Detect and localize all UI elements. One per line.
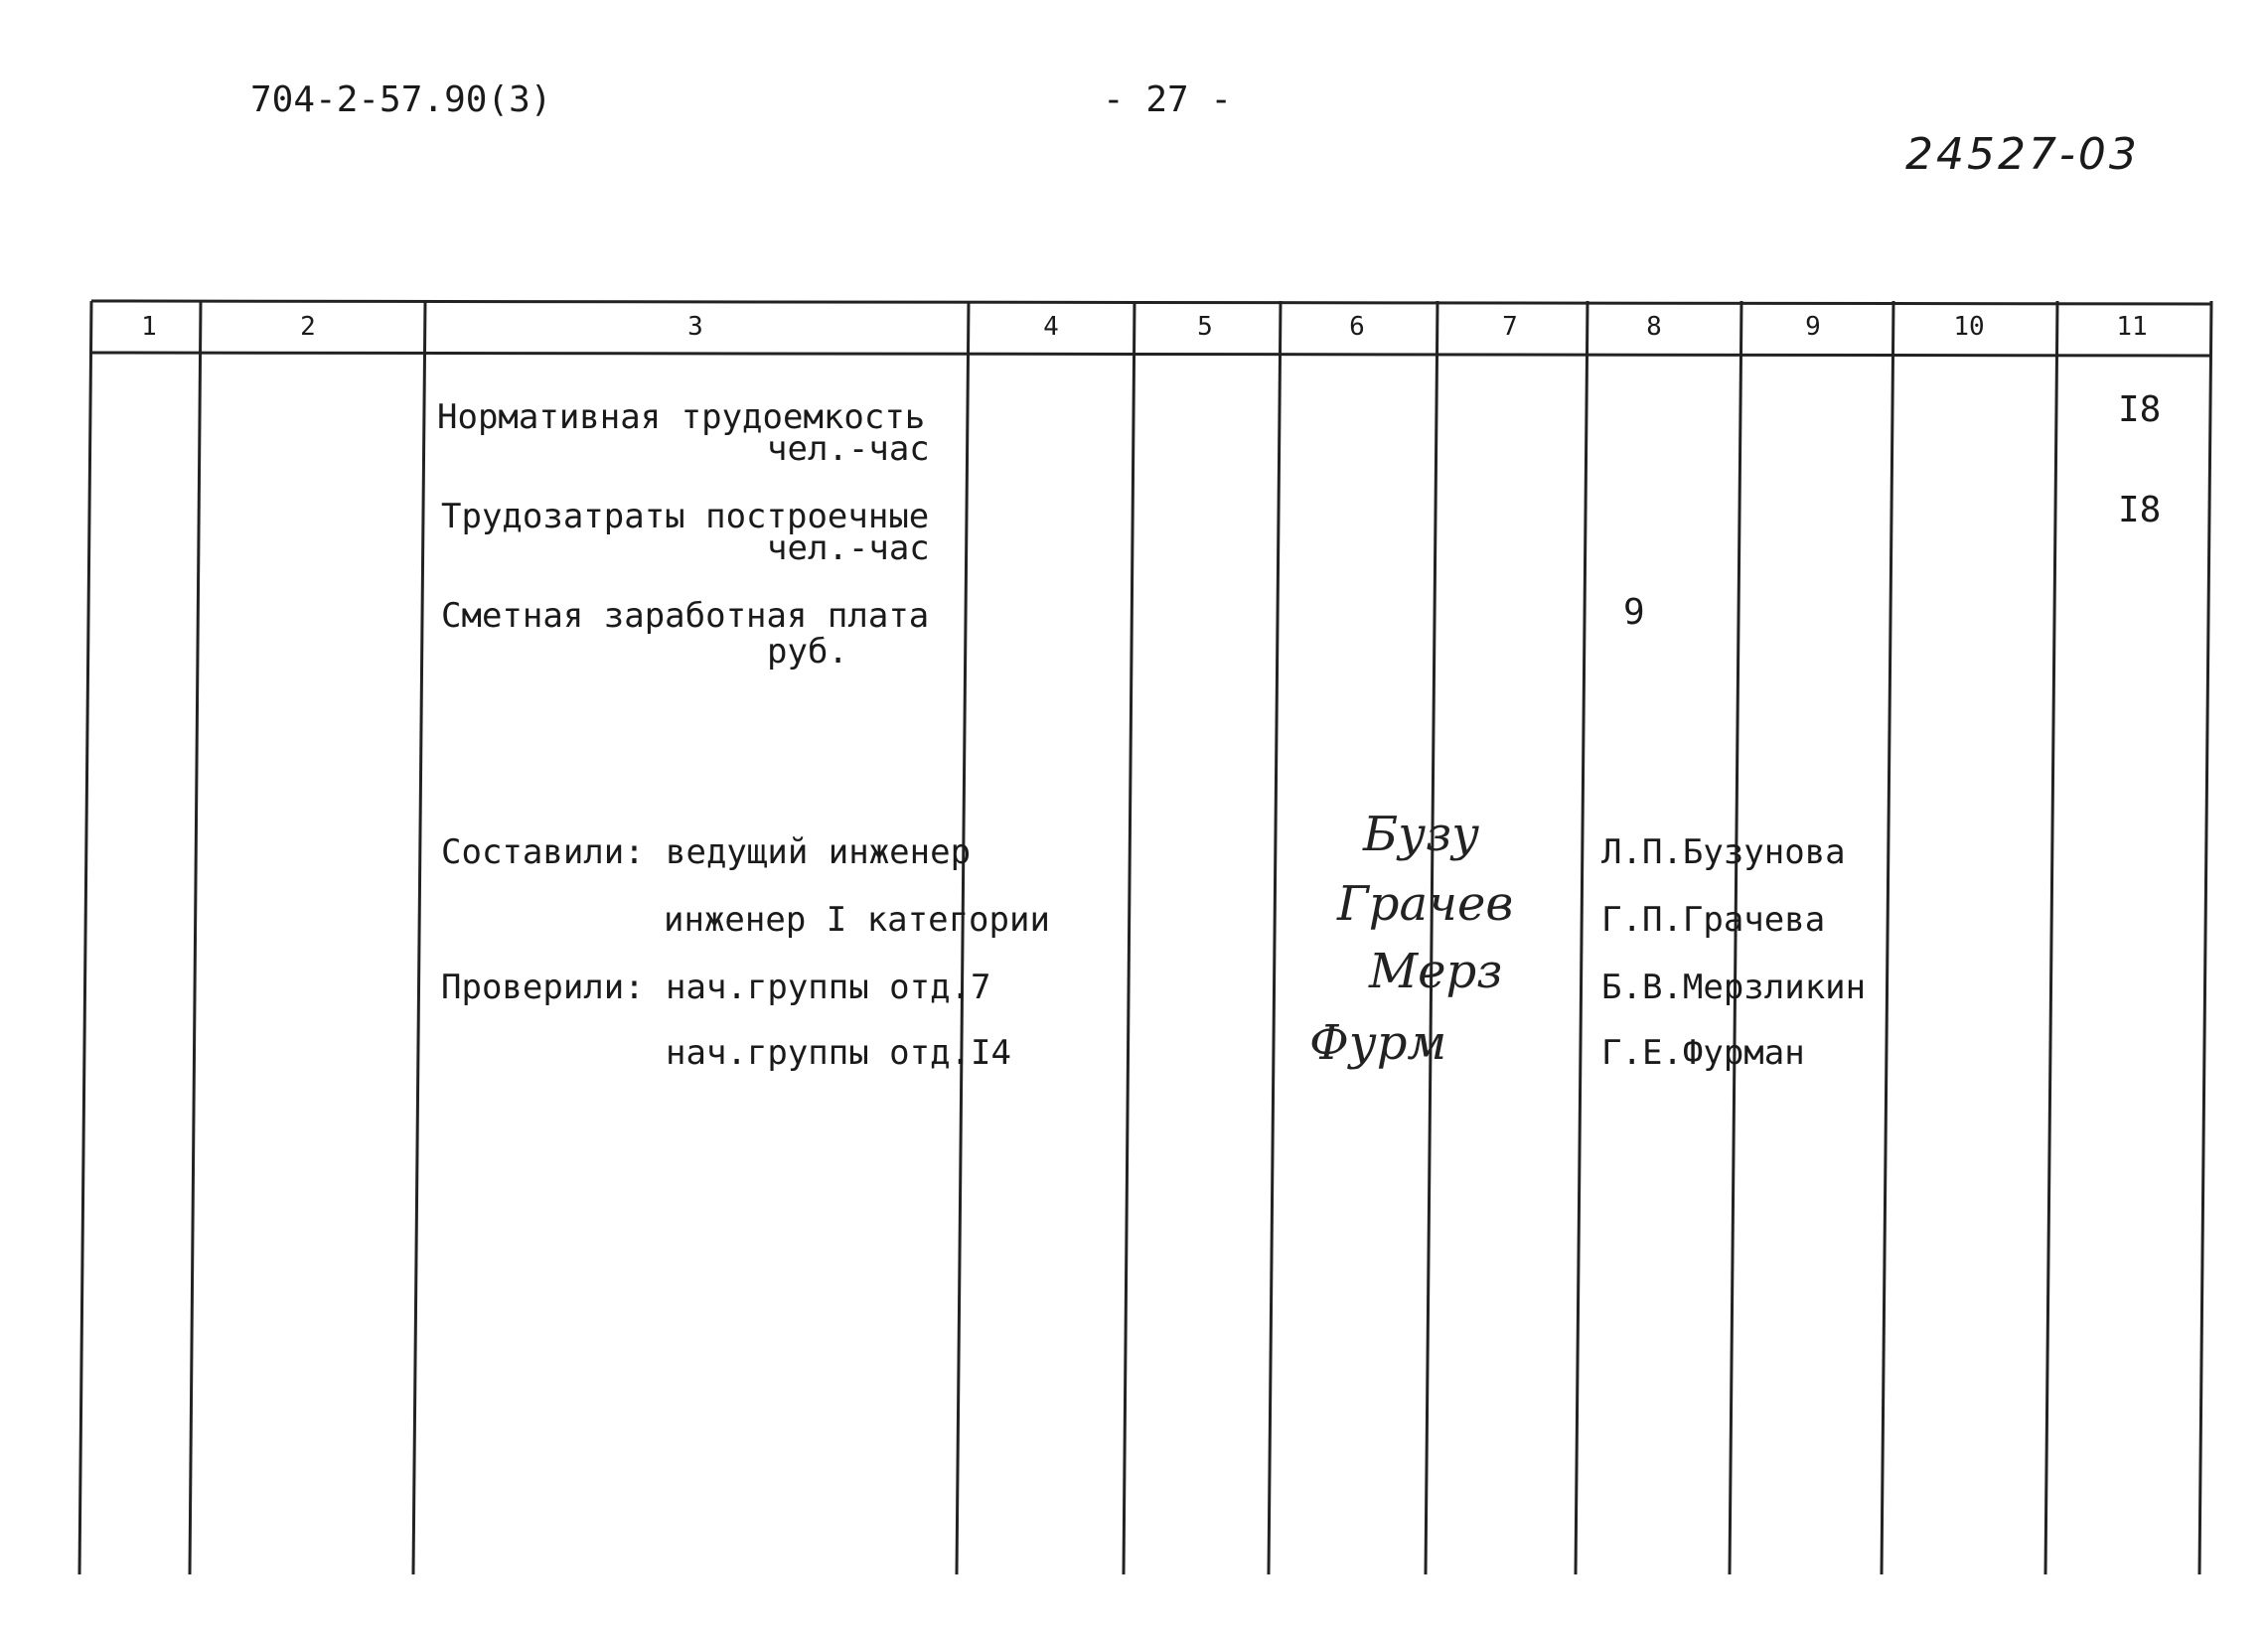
column-number-5: 5 <box>1197 312 1213 342</box>
column-number-10: 10 <box>1953 312 1985 342</box>
checked-by-label: Проверили: <box>441 968 645 1007</box>
column-number-4: 4 <box>1043 312 1059 342</box>
handwritten-signature: Грачев <box>1337 876 1514 932</box>
row-value-col8: 9 <box>1623 592 1645 633</box>
row-unit-rubles: руб. <box>767 632 848 672</box>
signer-position: нач.группы отд.I4 <box>666 1033 1011 1073</box>
row-label-normative-labor: Нормативная трудоемкость <box>437 397 926 437</box>
column-number-6: 6 <box>1349 312 1365 342</box>
document-code: 704-2-57.90(3) <box>250 79 552 120</box>
column-number-2: 2 <box>300 312 316 342</box>
signer-name: Г.Е.Фурман <box>1601 1033 1805 1073</box>
row-unit-man-hours: чел.-час <box>767 528 930 568</box>
page-number: - 27 - <box>1103 79 1233 120</box>
column-number-11: 11 <box>2116 312 2148 342</box>
handwritten-signature: Фурм <box>1309 1015 1447 1071</box>
handwritten-signature: Мерз <box>1369 944 1503 999</box>
handwritten-inventory-number: 24527-03 <box>1905 129 2140 180</box>
column-number-1: 1 <box>141 312 157 342</box>
row-value-col11: I8 <box>2118 490 2162 530</box>
signer-name: Л.П.Бузунова <box>1601 832 1846 872</box>
signer-name: Б.В.Мерзликин <box>1601 968 1867 1007</box>
row-label-estimated-wages: Сметная заработная плата <box>441 596 930 636</box>
handwritten-signature: Бузу <box>1363 807 1480 862</box>
compiled-by-label: Составили: <box>441 832 645 872</box>
signer-position: нач.группы отд.7 <box>666 968 991 1007</box>
signer-position: ведущий инженер <box>666 832 972 872</box>
row-unit-man-hours: чел.-час <box>767 429 930 469</box>
row-value-col11: I8 <box>2118 389 2162 430</box>
column-number-9: 9 <box>1805 312 1821 342</box>
column-number-3: 3 <box>687 312 703 342</box>
column-number-8: 8 <box>1646 312 1662 342</box>
signer-position: инженер I категории <box>664 900 1050 940</box>
signer-name: Г.П.Грачева <box>1601 900 1826 940</box>
row-label-construction-labor: Трудозатраты построечные <box>441 497 930 536</box>
column-number-7: 7 <box>1502 312 1518 342</box>
